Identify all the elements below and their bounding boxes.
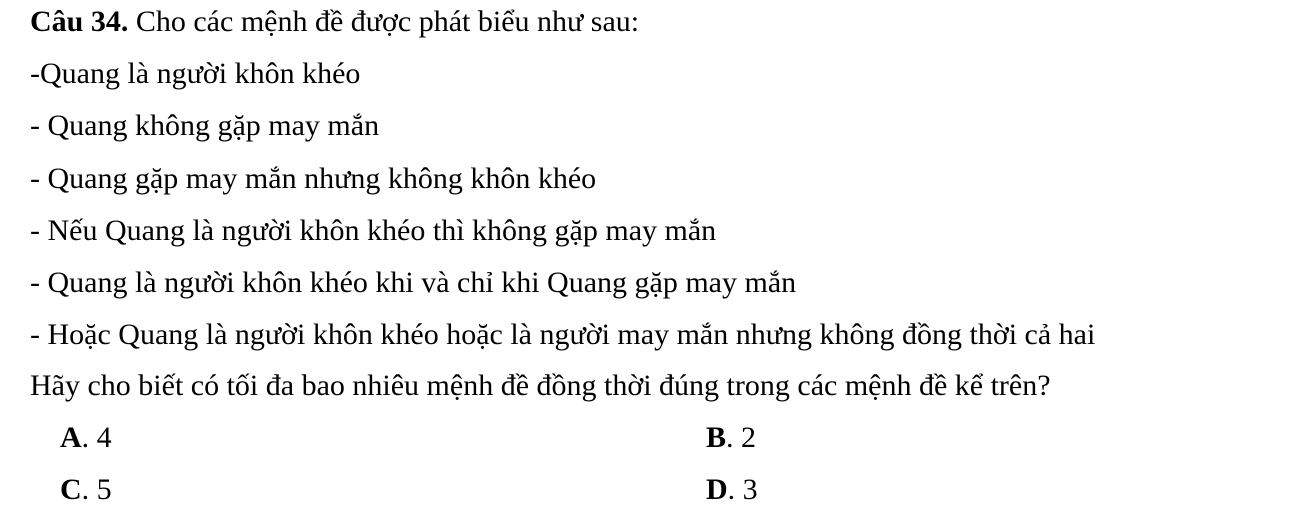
option-c[interactable]: [60, 472, 112, 508]
question-stem: Cho các mệnh đề được phát biểu như sau:: [128, 5, 640, 38]
question-header: [30, 4, 639, 40]
option-b-letter: B: [706, 421, 727, 454]
option-d-letter: D: [706, 473, 728, 506]
option-d-separator: .: [727, 473, 743, 506]
statement-1: -Quang là người khôn khéo: [30, 57, 361, 90]
option-d-value: 3: [742, 473, 758, 506]
option-c-separator: .: [81, 473, 97, 506]
option-a-separator: .: [81, 421, 97, 454]
option-d[interactable]: [706, 472, 758, 508]
statement-4: - Nếu Quang là người khôn khéo thì không gặp may mắn: [30, 214, 717, 247]
statement-6: - Hoặc Quang là người khôn khéo hoặc là người may mắn nhưng không đồng thời cả hai: [30, 318, 1096, 351]
option-b-separator: .: [726, 421, 742, 454]
question-number: Câu 34.: [30, 5, 129, 38]
question-prompt: Hãy cho biết có tối đa bao nhiêu mệnh đề đồng thời đúng trong các mệnh đề kể trên?: [30, 369, 1051, 402]
option-b-value: 2: [741, 421, 757, 454]
option-c-letter: C: [60, 473, 82, 506]
option-c-value: 5: [96, 473, 112, 506]
option-a[interactable]: [60, 420, 112, 456]
option-a-letter: A: [60, 421, 82, 454]
option-b[interactable]: [706, 420, 756, 456]
statement-2: - Quang không gặp may mắn: [30, 109, 380, 142]
statement-3: - Quang gặp may mắn nhưng không khôn khéo: [30, 162, 597, 195]
statement-5: - Quang là người khôn khéo khi và chỉ khi Quang gặp may mắn: [30, 266, 797, 299]
option-a-value: 4: [96, 421, 112, 454]
